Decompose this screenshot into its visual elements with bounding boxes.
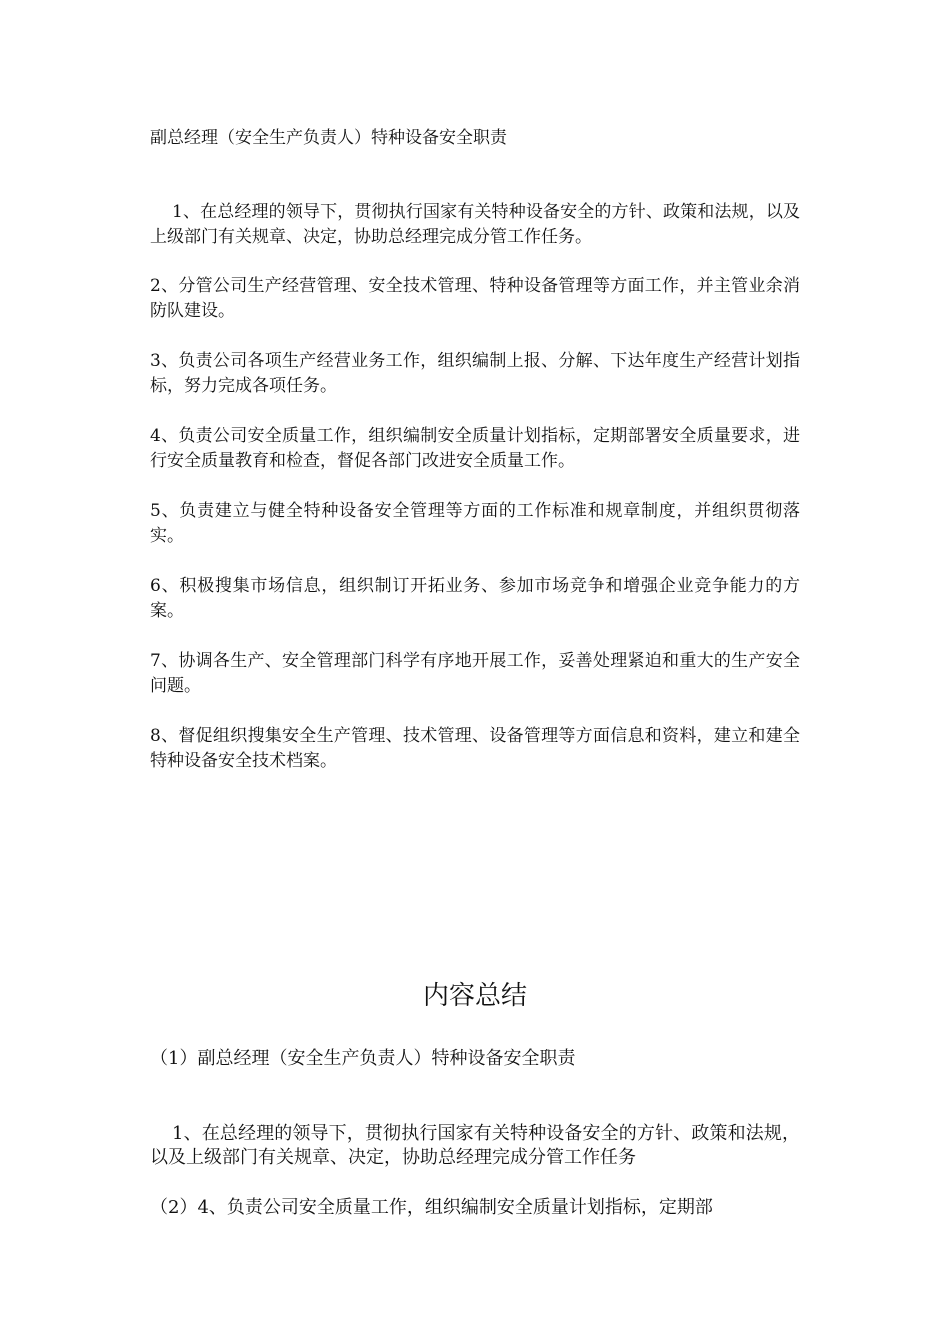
duty-paragraph-2: 2、分管公司生产经营管理、安全技术管理、特种设备管理等方面工作，并主管业余消防队建设。 (150, 276, 800, 321)
duty-paragraph-1: 1、在总经理的领导下，贯彻执行国家有关特种设备安全的方针、政策和法规，以及上级部门有关规章、决定，协助总经理完成分管工作任务。 (150, 202, 800, 247)
duty-paragraph-5: 5、负责建立与健全特种设备安全管理等方面的工作标准和规章制度，并组织贯彻落实。 (150, 501, 800, 546)
summary-item-1-title: （1）副总经理（安全生产负责人）特种设备安全职责 (150, 1048, 576, 1069)
duty-paragraph-6: 6、积极搜集市场信息，组织制订开拓业务、参加市场竞争和增强企业竞争能力的方案。 (150, 576, 800, 621)
duty-paragraph-4: 4、负责公司安全质量工作，组织编制安全质量计划指标，定期部署安全质量要求，进行安全质量教育和检查，督促各部门改进安全质量工作。 (150, 426, 800, 471)
duty-paragraph-7: 7、协调各生产、安全管理部门科学有序地开展工作，妥善处理紧迫和重大的生产安全问题。 (150, 651, 800, 696)
document-title: 副总经理（安全生产负责人）特种设备安全职责 (150, 128, 507, 148)
summary-item-2: （2）4、负责公司安全质量工作，组织编制安全质量计划指标，定期部 (150, 1197, 713, 1218)
duty-paragraph-8: 8、督促组织搜集安全生产管理、技术管理、设备管理等方面信息和资料，建立和建全特种设备安全技术档案。 (150, 726, 800, 771)
duty-paragraph-3: 3、负责公司各项生产经营业务工作，组织编制上报、分解、下达年度生产经营计划指标，努力完成各项任务。 (150, 351, 800, 396)
summary-item-1-text: 1、在总经理的领导下，贯彻执行国家有关特种设备安全的方针、政策和法规，以及上级部门有关规章、决定，协助总经理完成分管工作任务 (150, 1123, 800, 1168)
summary-heading: 内容总结 (422, 981, 527, 1011)
